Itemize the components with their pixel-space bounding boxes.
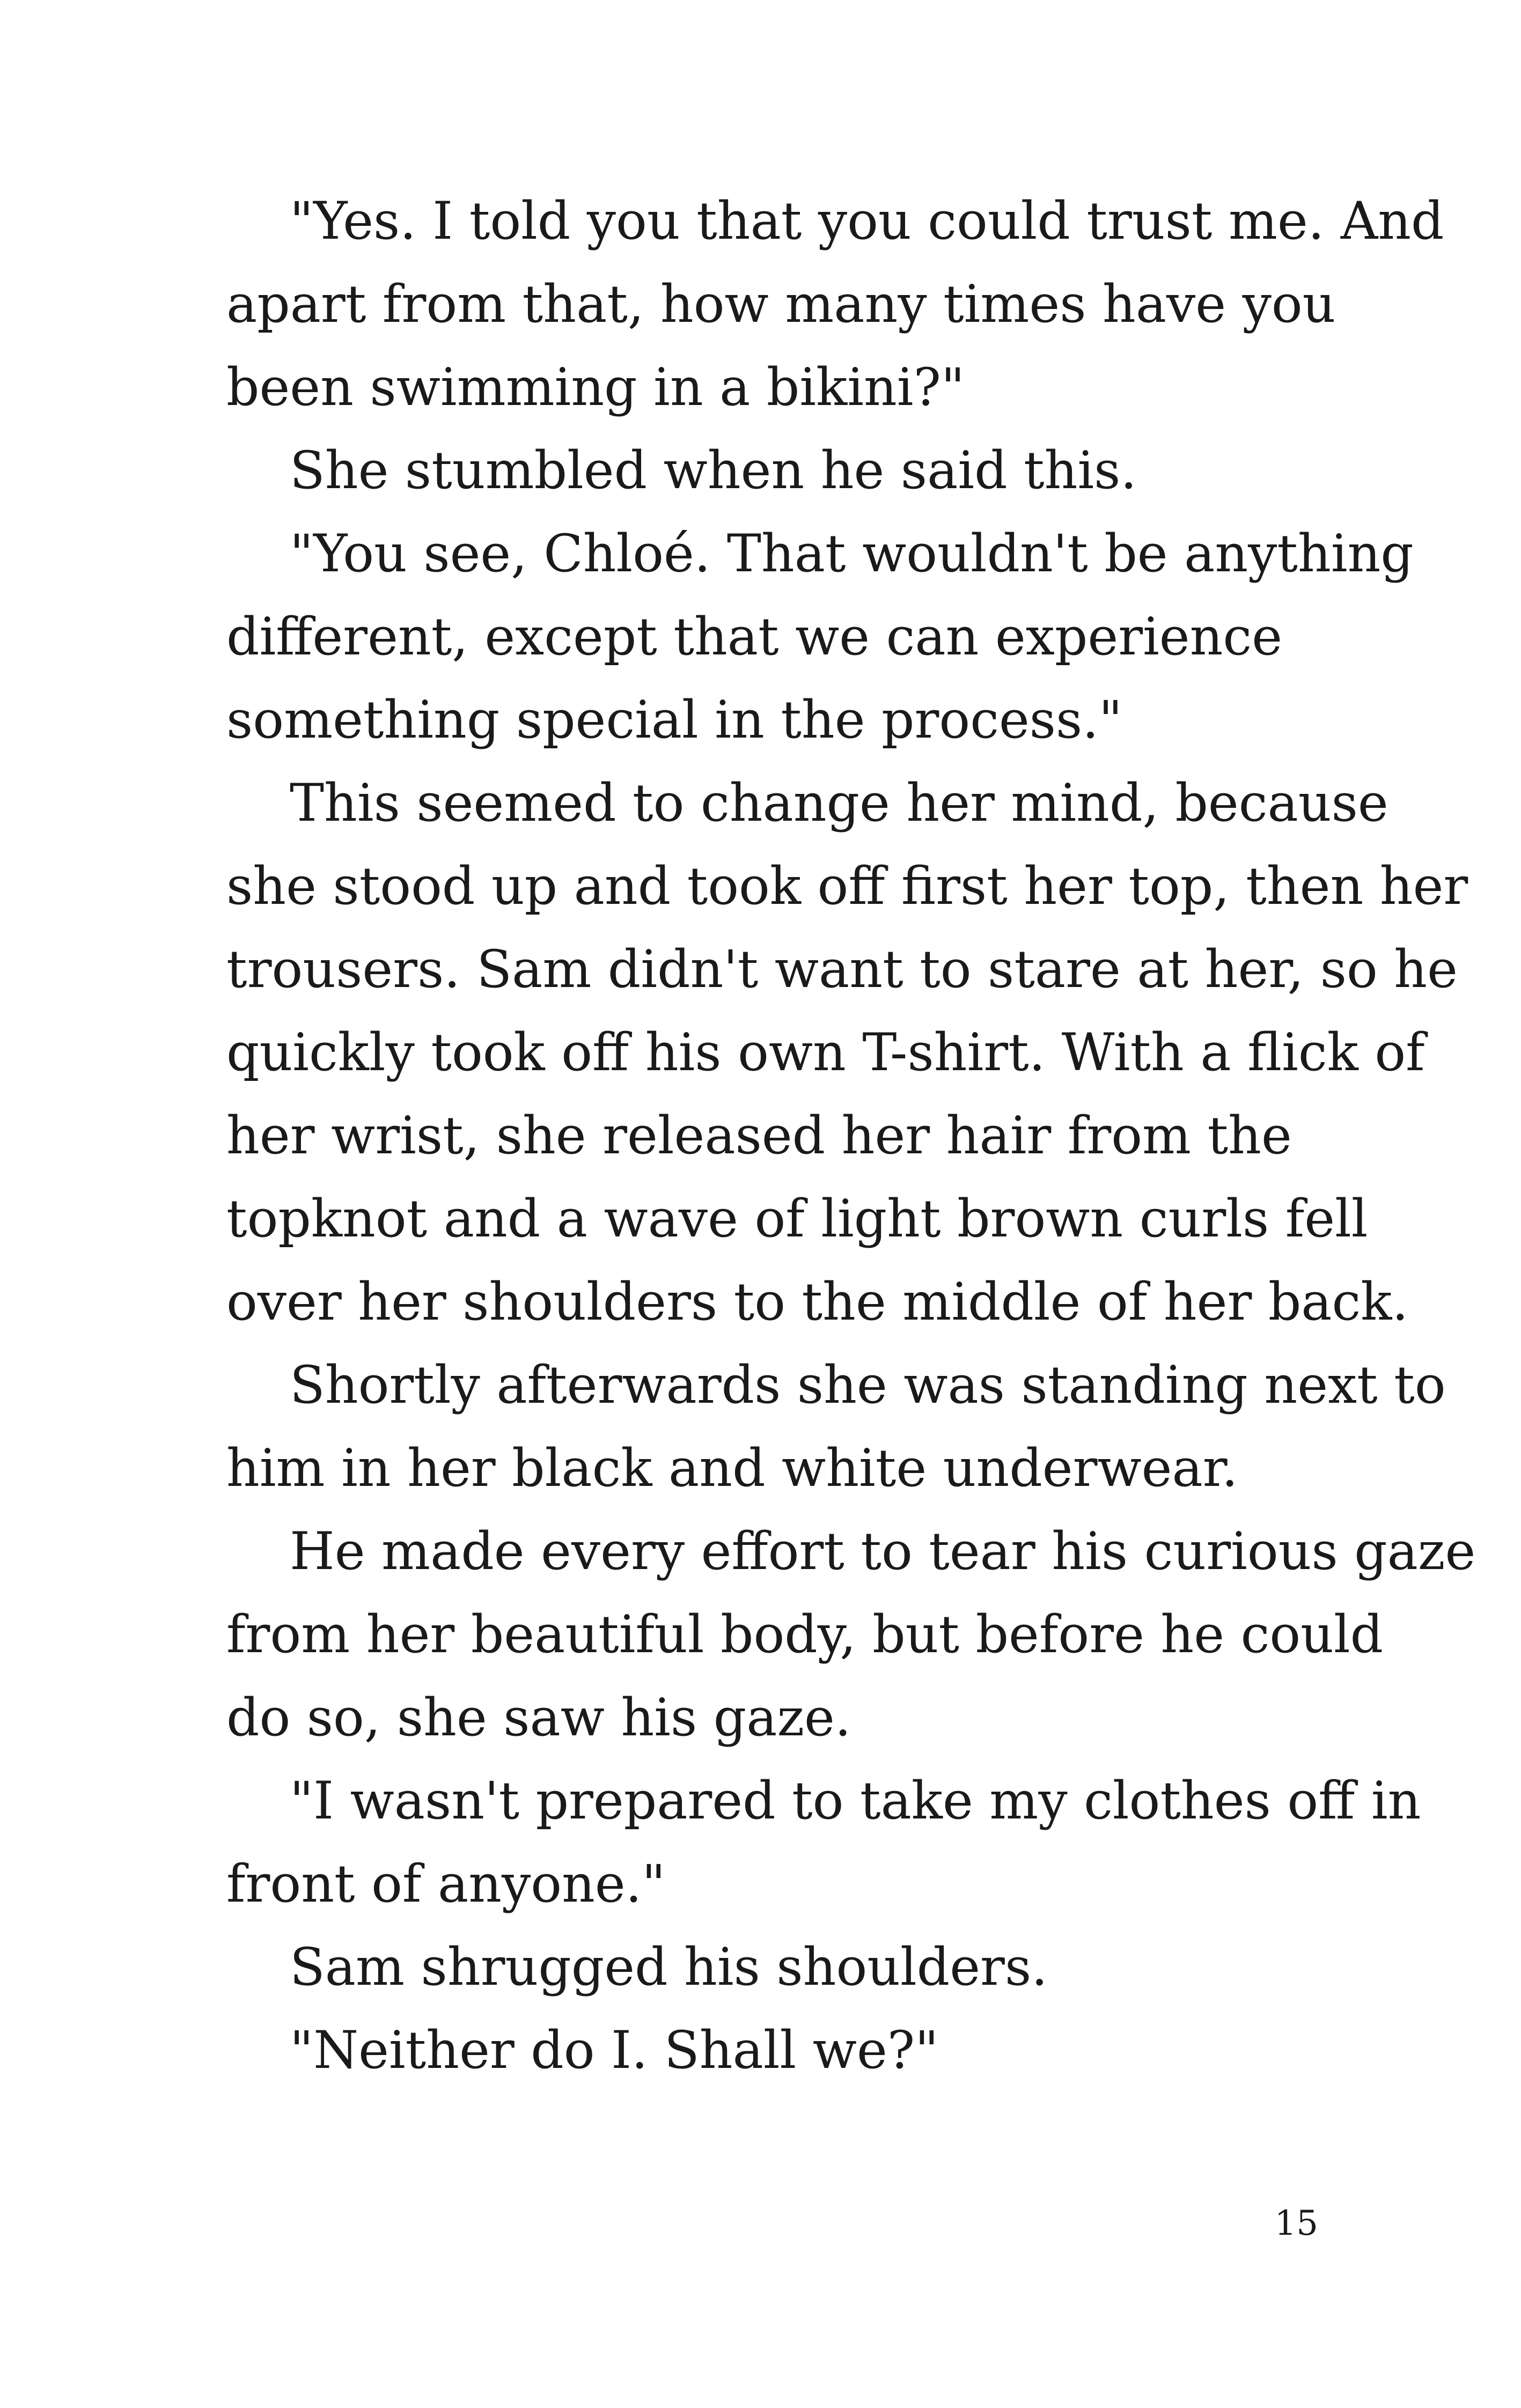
body-text: [226, 180, 1476, 2092]
text-line: topknot and a wave of light brown curls fell: [226, 1189, 1368, 1249]
text-line: front of anyone.": [226, 1854, 666, 1914]
text-line: apart from that, how many times have you: [226, 274, 1336, 334]
page-number: 15: [1274, 2204, 1318, 2243]
text-line: She stumbled when he said this.: [290, 440, 1137, 500]
text-line: been swimming in a bikini?": [226, 357, 965, 417]
text-line: him in her black and white underwear.: [226, 1438, 1238, 1498]
text-line: her wrist, she released her hair from the: [226, 1106, 1292, 1166]
text-line: He made every effort to tear his curious gaze: [290, 1521, 1476, 1581]
text-line: "Yes. I told you that you could trust me. And: [290, 191, 1444, 251]
text-line: This seemed to change her mind, because: [290, 773, 1388, 833]
text-line: something special in the process.": [226, 690, 1122, 750]
text-line: over her shoulders to the middle of her back.: [226, 1272, 1408, 1332]
text-line: Shortly afterwards she was standing next to: [290, 1355, 1446, 1415]
text-line: trousers. Sam didn't want to stare at her, so he: [226, 939, 1458, 999]
text-line: "I wasn't prepared to take my clothes off in: [290, 1771, 1421, 1831]
text-line: different, except that we can experience: [226, 607, 1282, 667]
text-line: quickly took off his own T-shirt. With a flick of: [226, 1022, 1425, 1083]
text-line: Sam shrugged his shoulders.: [290, 1937, 1048, 1997]
text-line: "Neither do I. Shall we?": [290, 2020, 939, 2080]
text-line: she stood up and took off first her top, then her: [226, 856, 1468, 916]
text-line: "You see, Chloé. That wouldn't be anything: [290, 524, 1414, 584]
text-line: from her beautiful body, but before he could: [226, 1604, 1384, 1665]
text-line: do so, she saw his gaze.: [226, 1688, 851, 1748]
